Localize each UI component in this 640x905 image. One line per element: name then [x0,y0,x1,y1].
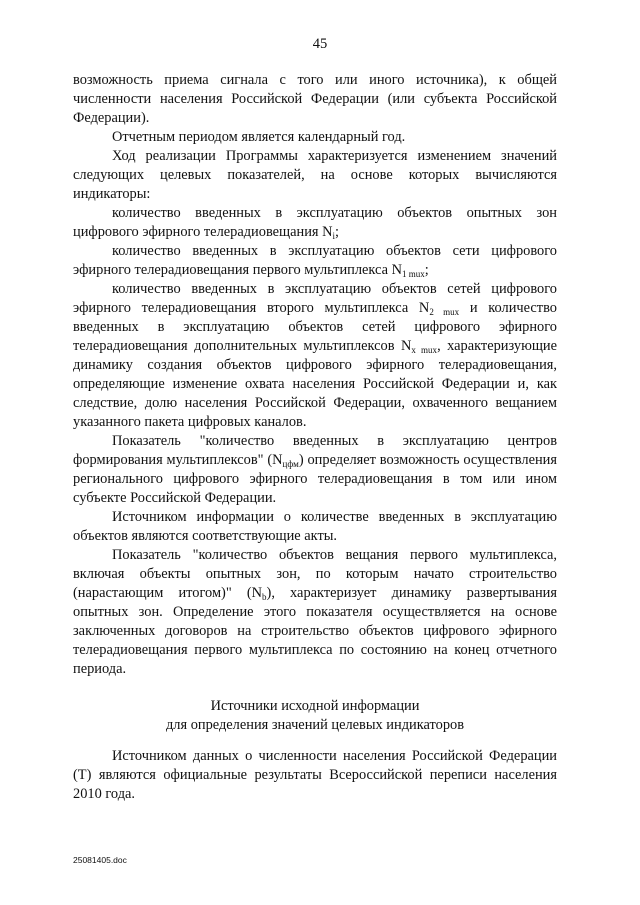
subscript: i [332,231,336,241]
footer-filename: 25081405.doc [73,855,127,865]
list-item-second-multiplex [73,280,557,432]
item-text: количество введенных в эксплуатацию объектов сети цифрового эфирного телерадиовещания первого мультиплекса N [73,243,557,278]
paragraph-reporting-period: Отчетным периодом является календарный год. [112,129,406,145]
item-end: ; [424,262,429,278]
heading-line-1: Источники исходной информации [210,698,420,714]
paragraph-text: ), характеризует динамику развертывания опытных зон. Определение этого показателя осуществляется на основе заключенных договоров на строительство объектов цифрового эфирного телерадиовещания первого мультиплекса по состоянию на конец отчетного периода. [73,585,557,677]
section-heading [73,697,557,735]
subscript: x mux [411,345,438,355]
paragraph-first-multiplex-objects [73,546,557,679]
paragraph-multiplex-centers [73,432,557,508]
item-text: и количество введенных в эксплуатацию объектов сетей цифрового эфирного телерадиовещания дополнительных мультиплексов N [73,300,557,354]
subscript: 1 mux [402,269,425,279]
item-text: количество введенных в эксплуатацию объектов опытных зон цифрового эфирного телерадиовещания N [73,205,557,240]
paragraph-program-progress: Ход реализации Программы характеризуется изменением значений следующих целевых показателей, на основе которых вычисляются индикаторы: [73,148,557,202]
subscript: 2 mux [429,307,460,317]
page-number: 45 [312,36,328,52]
subscript: цфм [282,459,299,469]
heading-line-2: для определения значений целевых индикаторов [165,717,465,733]
paragraph-continuation: возможность приема сигнала с того или иного источника), к общей численности населения Российской Федерации (или субъекта Российской Федерации). [73,72,557,126]
document-body [73,71,557,804]
paragraph-text: ) определяет возможность осуществления регионального цифрового эфирного телерадиовещания в том или ином субъекте Российской Федерации. [73,452,557,506]
paragraph-census-source: Источником данных о численности населения Российской Федерации (T) являются официальные результаты Всероссийской переписи населения 2010 года. [73,748,557,802]
list-item-pilot-zones [73,204,557,242]
item-end: ; [335,224,340,240]
item-text: , характеризующие динамику создания объектов цифрового эфирного телерадиовещания, определяющие изменение охвата населения Российской Федерации и, как следствие, долю населения Российской Федерации, охваченного вещанием указанного пакета цифровых каналов. [73,338,557,430]
list-item-first-multiplex [73,242,557,280]
paragraph-text: Показатель "количество объектов вещания первого мультиплекса, включая объекты опытных зон, по которым начато строительство (нарастающим итогом)" (N [73,547,557,601]
subscript: b [262,592,267,602]
item-text: количество введенных в эксплуатацию объектов сетей цифрового эфирного телерадиовещания второго мультиплекса N [73,281,557,316]
paragraph-information-source: Источником информации о количестве введенных в эксплуатацию объектов являются соответствующие акты. [73,509,557,544]
paragraph-text: Показатель "количество введенных в эксплуатацию центров формирования мультиплексов" (N [73,433,557,468]
